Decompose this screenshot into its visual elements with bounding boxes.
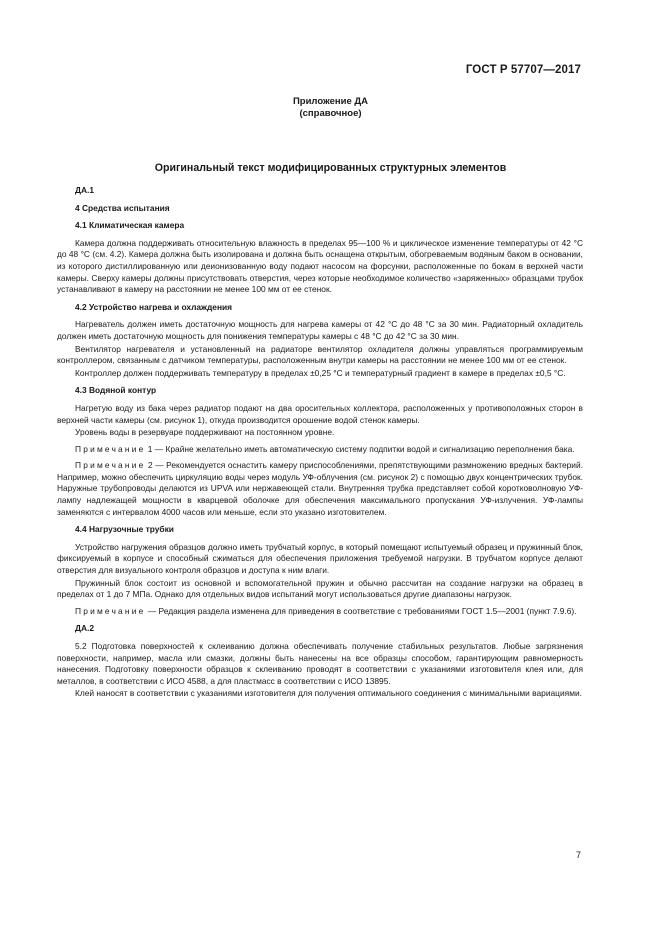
heading-section-4-1: 4.1 Климатическая камера	[75, 220, 185, 231]
paragraph-4-3-1: Нагретую воду из бака через радиатор подают на два оросительных коллектора, расположенных у противоположных сторон в верхней части камеры (см. рисунок 1), откуда производится орошение водой стенок камеры.	[57, 402, 583, 425]
note-2-text: 2 — Рекомендуется оснастить камеру приспособлениями, препятствующими размножению вредных бактерий. Например, можно обеспечить циркуляцию воды через модуль УФ-облучения (см. рисунок 2) с помощью двух концентрических трубок. Наружные трубопроводы делаются из UPVA или нержавеющей стали. Внутренняя трубка представляет собой коротковолновую УФ-лампу надлежащей мощности в кварцевой оболочке для обеспечения максимального пропускания УФ-излучения. УФ-лампы заменяются с интервалом 4000 часов или меньше, если это указано изготовителем.	[57, 460, 583, 517]
note-1	[57, 444, 583, 456]
paragraph-5-2-2: Клей наносят в соответствии с указаниями изготовителя для получения оптимального соединения с минимальными вариациями.	[75, 688, 582, 699]
paragraph-4-1: Камера должна поддерживать относительную влажность в пределах 95—100 % и циклическое изменение температуры от 42 °С до 48 °С (см. 4.2). Камера должна быть изолирована и должна быть оснащена открытым, обогреваемым водяным баком в основании, из которого дистиллированную или деионизованную воду подают насосом на форсунки, расположенные по бокам в верхней части камеры. Сверху камеры должны присутствовать отверстия, через которые необходимое количество «заряженных» образцами трубок устанавливают в камеру на расстоянии не менее 100 мм от ее стенок.	[57, 237, 583, 295]
paragraph-4-2-1: Нагреватель должен иметь достаточную мощность для нагрева камеры от 42 °С до 48 °С за 30 мин. Радиаторный охладитель должен иметь достаточную мощность для понижения температуры камеры с 48 °С до 42 °С за 30 мин.	[57, 319, 583, 341]
note-label: Примечание	[75, 605, 146, 616]
paragraph-4-4-2: Пружинный блок состоит из основной и вспомогательной пружин и обычно рассчитан на создание нагрузки на образец в пределах от 1 до 7 МПа. Однако для отдельных видов испытаний могут использоваться другие диапазоны нагрузок.	[57, 577, 583, 600]
page-number: 7	[575, 850, 581, 860]
note-label: Примечание	[75, 443, 146, 454]
document-body	[57, 185, 583, 701]
note-2	[57, 460, 583, 518]
heading-section-4-4: 4.4 Нагрузочные трубки	[75, 524, 174, 535]
section-label-da1: ДА.1	[75, 185, 94, 195]
note-1-text: 1 — Крайне желательно иметь автоматическую систему подпитки водой и сигнализацию переполнения бака.	[145, 443, 575, 454]
section-label-da2: ДА.2	[75, 623, 94, 634]
heading-section-4-2: 4.2 Устройство нагрева и охлаждения	[75, 301, 233, 312]
paragraph-4-3-2: Уровень воды в резервуаре поддерживают на постоянном уровне.	[75, 427, 335, 438]
heading-section-4-3: 4.3 Водяной контур	[75, 385, 157, 396]
note-3-text: — Редакция раздела изменена для приведения в соответствие с требованиями ГОСТ 1.5—2001 (пункт 7.9.6).	[145, 605, 577, 616]
heading-section-4: 4 Средства испытания	[75, 202, 170, 213]
paragraph-4-2-2: Вентилятор нагревателя и установленный на радиаторе вентилятор охладителя должны управляться программируемым контроллером, связанным с датчиком температуры, расположенным внутри камеры на расстоянии не менее 100 мм от ее стенок.	[57, 343, 583, 366]
paragraph-4-4-1: Устройство нагружения образцов должно иметь трубчатый корпус, в который помещают испытуемый образец и пружинный блок, фиксируемый в корпусе и способный сжиматься для обеспечения приложения требуемой нагрузки. В трубчатом корпусе делают отверстия для визуального контроля образцов и доступа к ним влаги.	[57, 541, 583, 576]
document-title: Оригинальный текст модифицированных структурных элементов	[154, 162, 507, 174]
appendix-type: (справочное)	[299, 108, 362, 119]
standard-number: ГОСТ Р 57707—2017	[465, 64, 581, 76]
paragraph-5-2-1: 5.2 Подготовка поверхностей к склеиванию должна обеспечивать получение стабильных результатов. Любые загрязнения поверхности, например, масла или смазки, должны быть нанесены на все образцы способом, гарантирующим равномерность нанесения. Подготовку поверхности образцов к склеиванию проводят в соответствии с указаниями изготовителя клея или, для металлов, в соответствии с ИСО 4588, а для пластмасс в соответствии с ИСО 13895.	[57, 641, 583, 686]
appendix-title: Приложение ДА	[292, 96, 369, 107]
paragraph-4-2-3: Контроллер должен поддерживать температуру в пределах ±0,25 °С и температурный градиент в камере в пределах ±0,5 °С.	[75, 367, 566, 378]
note-3	[57, 606, 583, 618]
note-label: Примечание	[75, 460, 146, 471]
